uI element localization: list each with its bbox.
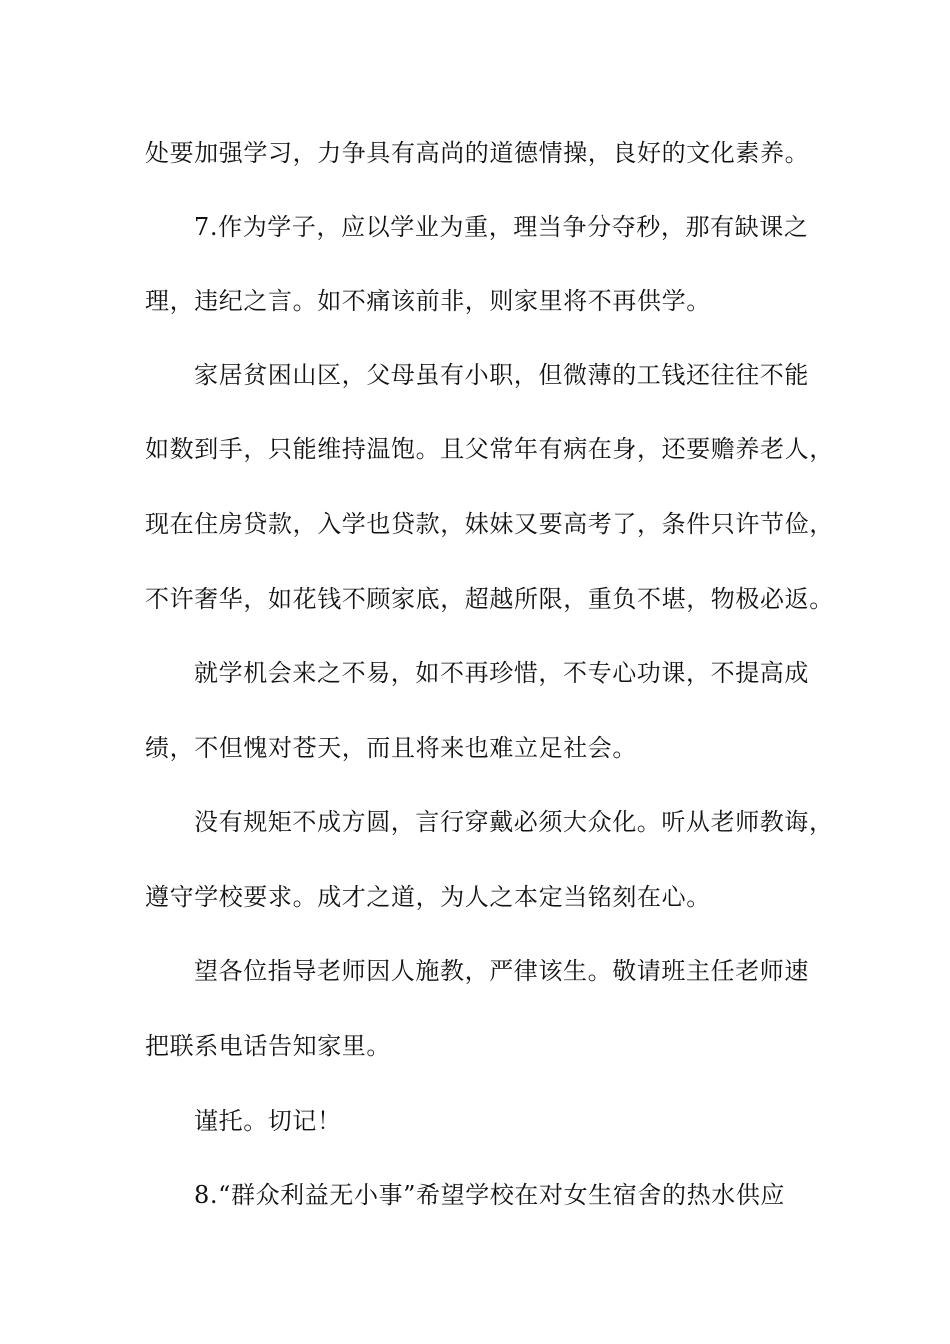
text-line: 处要加强学习，力争具有高尚的道德情操，良好的文化素养。 bbox=[145, 139, 810, 167]
text-line: 现在住房贷款，入学也贷款，妹妹又要高考了，条件只许节俭， bbox=[145, 510, 834, 538]
text-line: 不许奢华，如花钱不顾家底，超越所限，重负不堪，物极必返。 bbox=[145, 585, 834, 613]
text-line: 把联系电话告知家里。 bbox=[145, 1032, 391, 1060]
text-line: 没有规矩不成方圆，言行穿戴必须大众化。听从老师教诲， bbox=[194, 808, 834, 836]
text-line: 谨托。切记！ bbox=[194, 1107, 342, 1135]
text-line: 家居贫困山区，父母虽有小职，但微薄的工钱还往往不能 bbox=[194, 361, 809, 389]
text-line: 理，违纪之言。如不痛该前非，则家里将不再供学。 bbox=[145, 287, 711, 315]
text-line: 遵守学校要求。成才之道，为人之本定当铭刻在心。 bbox=[145, 883, 711, 911]
text-line: 8.“群众利益无小事”希望学校在对女生宿舍的热水供应 bbox=[194, 1181, 786, 1209]
text-line: 7.作为学子，应以学业为重，理当争分夺秒，那有缺课之 bbox=[194, 213, 809, 241]
text-line: 如数到手，只能维持温饱。且父常年有病在身，还要赡养老人， bbox=[145, 435, 834, 463]
text-line: 望各位指导老师因人施教，严律该生。敬请班主任老师速 bbox=[194, 957, 809, 985]
text-line: 绩，不但愧对苍天，而且将来也难立足社会。 bbox=[145, 734, 637, 762]
text-line: 就学机会来之不易，如不再珍惜，不专心功课，不提高成 bbox=[194, 659, 809, 687]
